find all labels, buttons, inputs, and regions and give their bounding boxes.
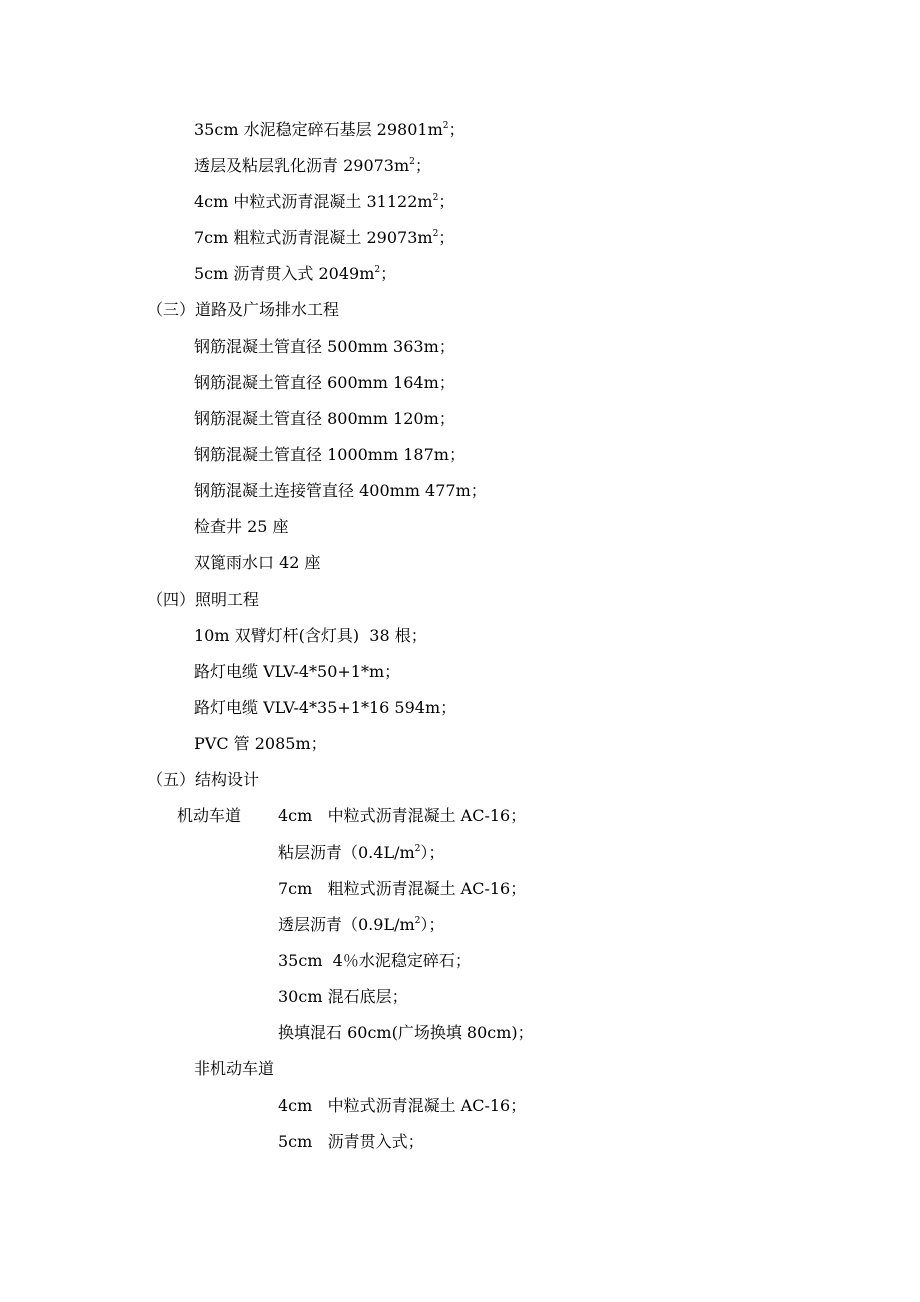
section-heading-drainage: （三）道路及广场排水工程 bbox=[147, 300, 340, 319]
non-motor-lane-label: 非机动车道 bbox=[194, 1059, 275, 1078]
pavement-item: 透层及粘层乳化沥青 $29073m^2$； bbox=[194, 156, 431, 175]
non-motor-lane-layer: 4cm 中粒式沥青混凝土 AC-16； bbox=[278, 1096, 527, 1115]
drainage-item: 钢筋混凝土管直径 500mm 363m； bbox=[194, 337, 455, 356]
drainage-item: 钢筋混凝土管直径 1000mm 187m； bbox=[194, 445, 465, 464]
motor-lane-layer: 粘层沥青$(0.4L/m^2)$； bbox=[278, 843, 445, 862]
motor-lane-layer: 7cm 粗粒式沥青混凝土 AC-16； bbox=[278, 879, 527, 898]
lighting-item: 路灯电缆 VLV-4*35+1*16 594m； bbox=[194, 698, 457, 717]
pavement-item: 35cm 水泥稳定碎石基层 $29801m^2$； bbox=[194, 120, 465, 139]
pavement-item: 4cm 中粒式沥青混凝土 $31122m^2$； bbox=[194, 192, 455, 211]
non-motor-lane-layer: 5cm 沥青贯入式； bbox=[278, 1132, 424, 1151]
section-heading-lighting: （四）照明工程 bbox=[147, 590, 260, 609]
motor-lane-layer: 4cm 中粒式沥青混凝土 AC-16； bbox=[278, 806, 527, 825]
motor-lane-layer: 30cm 混石底层； bbox=[278, 987, 408, 1006]
drainage-item: 钢筋混凝土连接管直径 400mm 477m； bbox=[194, 481, 487, 500]
lighting-item: 10m 双臂灯杆(含灯具) 38 根； bbox=[194, 626, 427, 645]
section-heading-structure: （五）结构设计 bbox=[147, 770, 260, 789]
drainage-item: 钢筋混凝土管直径 600mm 164m； bbox=[194, 373, 455, 392]
motor-lane-label: 机动车道 bbox=[177, 806, 242, 825]
motor-lane-layer: 35cm 4％水泥稳定碎石； bbox=[278, 951, 471, 970]
drainage-item: 双篦雨水口 42 座 bbox=[194, 553, 321, 572]
pavement-item: 5cm 沥青贯入式 $2049m^2$； bbox=[194, 264, 397, 283]
drainage-item: 检查井 25 座 bbox=[194, 517, 289, 536]
motor-lane-layer: 换填混石 60cm(广场换填 80cm)； bbox=[278, 1023, 534, 1042]
motor-lane-layer: 透层沥青$(0.9L/m^2)$； bbox=[278, 915, 445, 934]
lighting-item: 路灯电缆 VLV-4*50+1*m； bbox=[194, 662, 401, 681]
lighting-item: PVC 管 2085m； bbox=[194, 734, 327, 753]
pavement-item: 7cm 粗粒式沥青混凝土 $29073m^2$； bbox=[194, 228, 455, 247]
drainage-item: 钢筋混凝土管直径 800mm 120m； bbox=[194, 409, 455, 428]
